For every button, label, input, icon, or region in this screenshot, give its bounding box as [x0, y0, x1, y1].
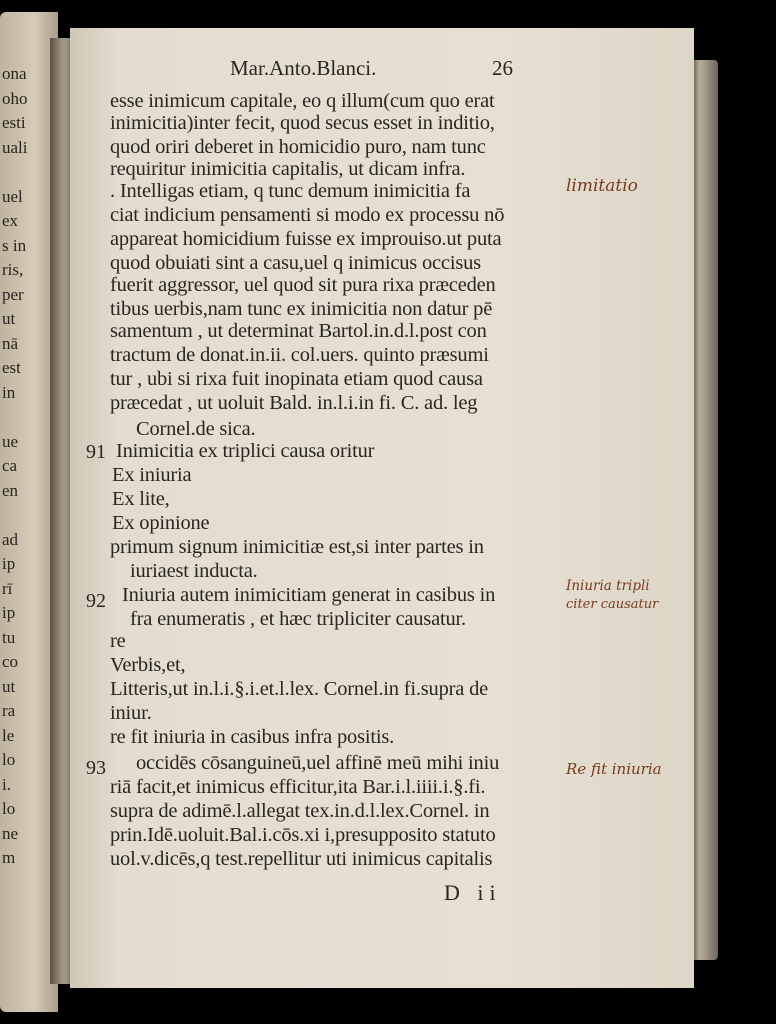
text-line: re — [110, 630, 126, 652]
handwritten-note: limitatio — [566, 176, 638, 196]
left-page-fragment: rī — [2, 578, 13, 598]
left-page-fragment: oho — [2, 88, 28, 108]
text-line: iuriaest inducta. — [130, 560, 258, 582]
text-line: fuerit aggressor, uel quod sit pura rixa præceden — [110, 274, 496, 296]
left-page-fragment: nā — [2, 333, 19, 353]
text-line: Verbis,et, — [110, 654, 186, 676]
text-line: præcedat , ut uoluit Bald. in.l.i.in fi. C. ad. leg — [110, 392, 478, 414]
text-line: iniur. — [110, 702, 152, 724]
text-line: supra de adimē.l.allegat tex.in.d.l.lex.Cornel. in — [110, 800, 490, 822]
handwritten-note: Re fit iniuria — [566, 760, 662, 778]
left-page-fragment: ip — [2, 603, 16, 622]
left-page-fragment: ut — [2, 309, 16, 328]
left-page-fragment: ona — [2, 64, 27, 83]
left-page-fragment: s in — [2, 235, 27, 255]
text-line: Ex opinione — [112, 512, 210, 534]
left-page-fragment: ex — [2, 211, 19, 230]
text-line: Ex lite, — [112, 488, 170, 510]
left-page-fragment: esti — [2, 113, 26, 132]
text-line: tibus uerbis,nam tunc ex inimicitia non datur pē — [110, 298, 493, 320]
marginal-number: 92 — [86, 590, 106, 612]
text-line: prin.Idē.uoluit.Bal.i.cōs.xi i,presupposito statuto — [110, 824, 496, 846]
left-page-fragment: lo — [2, 799, 16, 818]
left-page-fragment: ue — [2, 431, 19, 451]
text-line: fra enumeratis , et hæc tripliciter causatur. — [130, 608, 466, 630]
text-line: esse inimicum capitale, eo q illum(cum quo erat — [110, 90, 495, 112]
text-line: tur , ubi si rixa fuit inopinata etiam quod causa — [110, 368, 483, 390]
left-page-fragment: ris, — [2, 260, 24, 279]
left-page-fragment: lo — [2, 750, 16, 769]
left-page-fragment: in — [2, 382, 16, 402]
left-page-fragment: uali — [2, 137, 28, 157]
left-page-fragment: est — [2, 358, 21, 377]
left-page-fragment: tu — [2, 627, 16, 647]
left-page-fragment: ad — [2, 529, 19, 549]
text-line: re fit iniuria in casibus infra positis. — [110, 726, 395, 748]
handwritten-note: citer causatur — [566, 597, 659, 612]
left-page-fragment: m — [2, 848, 16, 867]
left-page-fragment: ne — [2, 823, 19, 843]
text-line: requiritur inimicitia capitalis, ut dicam infra. — [110, 158, 466, 180]
text-line: samentum , ut determinat Bartol.in.d.l.post con — [110, 320, 487, 342]
text-line: Ex iniuria — [112, 464, 192, 486]
text-line: primum signum inimicitiæ est,si inter partes in — [110, 536, 484, 558]
text-line: occidēs cōsanguineū,uel affinē meū mihi iniu — [136, 752, 500, 774]
text-line: Iniuria autem inimicitiam generat in casibus in — [122, 584, 496, 606]
left-page-fragment: per — [2, 284, 24, 304]
left-page-fragment: co — [2, 652, 19, 671]
left-page-fragment: ut — [2, 676, 16, 696]
left-page-fragment: le — [2, 725, 15, 745]
left-page-fragment: ra — [2, 701, 16, 720]
signature-mark: D ii — [444, 880, 502, 905]
text-line: Litteris,ut in.l.i.§.i.et.l.lex. Cornel.in fi.supra de — [110, 678, 489, 700]
text-line: quod obuiati sint a casu,uel q inimicus occisus — [110, 252, 481, 274]
text-line: uol.v.dicēs,q test.repellitur uti inimicus capitalis — [110, 848, 493, 870]
page-number: 26 — [492, 56, 513, 80]
text-line: appareat homicidium fuisse ex improuiso.ut puta — [110, 228, 502, 250]
text-line: quod oriri deberet in homicidio puro, nam tunc — [110, 136, 486, 158]
left-page-fragment: i. — [2, 774, 11, 794]
marginal-number: 91 — [86, 441, 106, 463]
left-page-fragment: ip — [2, 554, 16, 573]
marginal-number: 93 — [86, 757, 106, 779]
text-line: Cornel.de sica. — [136, 418, 256, 440]
text-line: ciat indicium pensamenti si modo ex processu nō — [110, 204, 505, 226]
text-line: Inimicitia ex triplici causa oritur — [116, 440, 375, 462]
left-page-fragment: en — [2, 480, 19, 500]
text-line: . Intelligas etiam, q tunc demum inimicitia fa — [110, 180, 471, 202]
left-page-fragment: ca — [2, 456, 18, 475]
text-line: riā facit,et inimicus efficitur,ita Bar.i.l.iiii.i.§.fi. — [110, 776, 486, 798]
handwritten-note: Iniuria tripli — [566, 578, 650, 594]
running-head: Mar.Anto.Blanci. — [230, 56, 377, 80]
text-line: tractum de donat.in.ii. col.uers. quinto præsumi — [110, 344, 489, 366]
left-page-fragment: uel — [2, 186, 23, 206]
text-line: inimicitia)inter fecit, quod secus esset in inditio, — [110, 112, 495, 134]
